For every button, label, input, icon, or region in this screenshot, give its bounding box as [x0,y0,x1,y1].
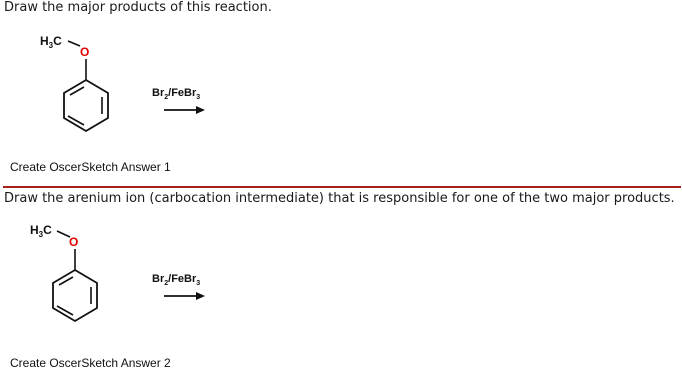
create-answer-1-link[interactable]: Create OscerSketch Answer 1 [10,160,171,174]
reagent-label: $Br_2/FeBr_3$ [152,273,201,287]
methyl-label: $H_3C$ [30,223,52,239]
anisole-structure-1 [0,24,260,154]
question-divider [3,186,681,188]
methyl-label: $H_3C$ [40,34,62,50]
question-1-prompt: Draw the major products of this reaction. [4,0,272,15]
reaction-scheme-2 [0,210,260,340]
reaction-scheme-1 [0,24,260,154]
reagent-label: $Br_2/FeBr_3$ [152,87,201,101]
create-answer-2-link[interactable]: Create OscerSketch Answer 2 [10,356,171,370]
oxygen-atom: O [69,235,79,249]
anisole-structure-2 [0,210,260,340]
question-2-prompt: Draw the arenium ion (carbocation intermediate) that is responsible for one of the two major products. [4,191,675,206]
oxygen-atom: O [80,45,90,59]
